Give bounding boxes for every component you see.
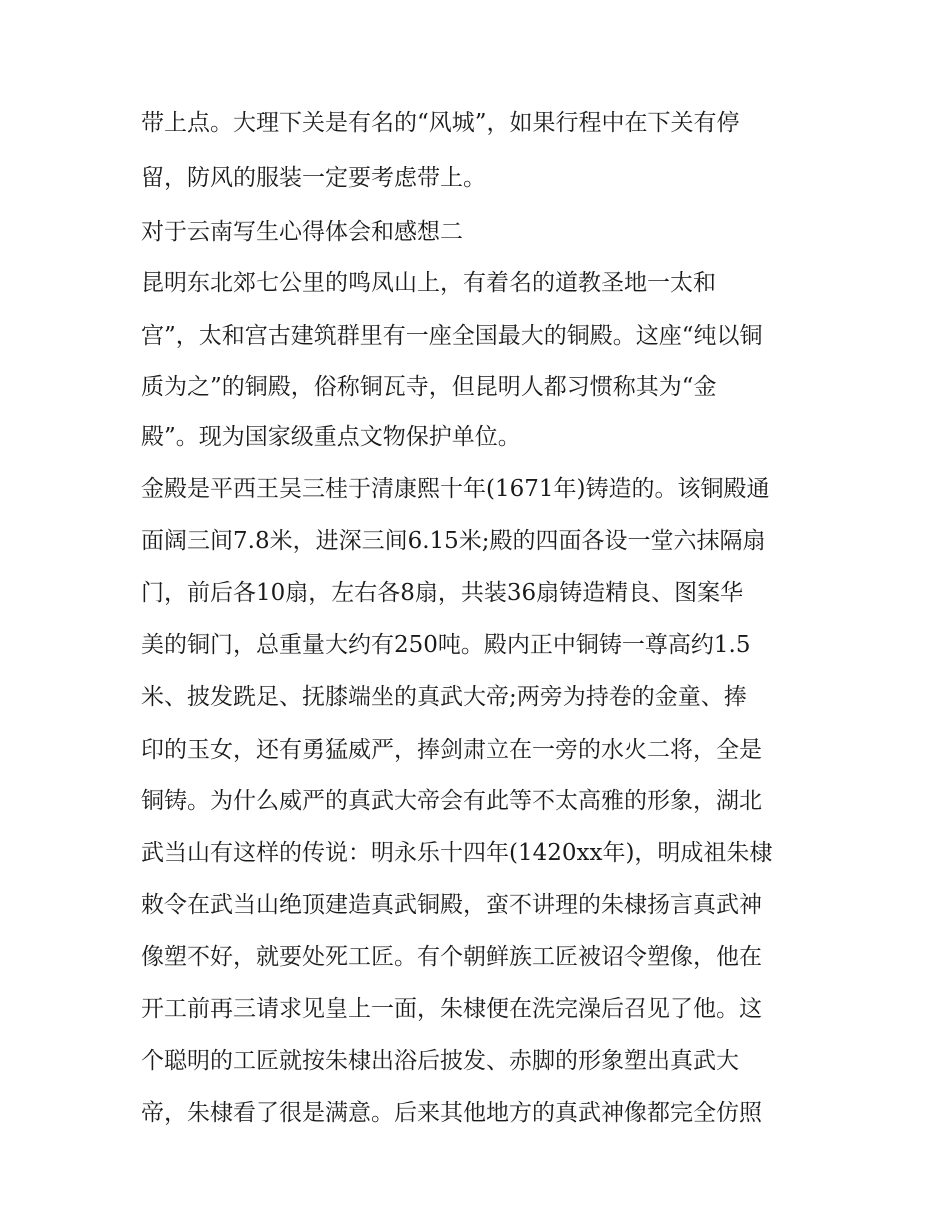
- text-line: 个聪明的工匠就按朱棣出浴后披发、赤脚的形象塑出真武大: [141, 1048, 739, 1074]
- text-line: 像塑不好，就要处死工匠。有个朝鲜族工匠被诏令塑像，他在: [141, 944, 762, 970]
- text-line: 米、披发跣足、抚膝端坐的真武大帝;两旁为持卷的金童、捧: [141, 684, 747, 710]
- text-line: 帝，朱棣看了很是满意。后来其他地方的真武神像都完全仿照: [141, 1100, 762, 1126]
- text-line: 殿”。现为国家级重点文物保护单位。: [141, 424, 521, 450]
- text-line: 开工前再三请求见皇上一面，朱棣便在洗完澡后召见了他。这: [141, 996, 762, 1022]
- text-line: 美的铜门，总重量大约有250吨。殿内正中铜铸一尊高约1.5: [141, 632, 751, 658]
- text-line: 面阔三间7.8米，进深三间6.15米;殿的四面各设一堂六抹隔扇: [141, 528, 766, 554]
- text-line: 武当山有这样的传说：明永乐十四年(1420xx年)，明成祖朱棣: [141, 840, 773, 866]
- text-line: 昆明东北郊七公里的鸣凤山上，有着名的道教圣地一太和: [141, 270, 716, 296]
- text-line: 留，防风的服装一定要考虑带上。: [141, 165, 486, 191]
- section-heading: 对于云南写生心得体会和感想二: [141, 219, 463, 245]
- text-line: 带上点。大理下关是有名的“风城”，如果行程中在下关有停: [141, 110, 740, 136]
- text-line: 金殿是平西王吴三桂于清康熙十年(1671年)铸造的。该铜殿通: [141, 476, 770, 502]
- text-line: 敕令在武当山绝顶建造真武铜殿，蛮不讲理的朱棣扬言真武神: [141, 892, 762, 918]
- text-line: 门，前后各10扇，左右各8扇，共装36扇铸造精良、图案华: [141, 580, 744, 606]
- text-line: 印的玉女，还有勇猛威严，捧剑肃立在一旁的水火二将，全是: [141, 737, 762, 763]
- text-line: 铜铸。为什么威严的真武大帝会有此等不太高雅的形象，湖北: [141, 788, 762, 814]
- text-line: 宫”，太和宫古建筑群里有一座全国最大的铜殿。这座“纯以铜: [141, 323, 763, 349]
- text-line: 质为之”的铜殿，俗称铜瓦寺，但昆明人都习惯称其为“金: [141, 374, 717, 400]
